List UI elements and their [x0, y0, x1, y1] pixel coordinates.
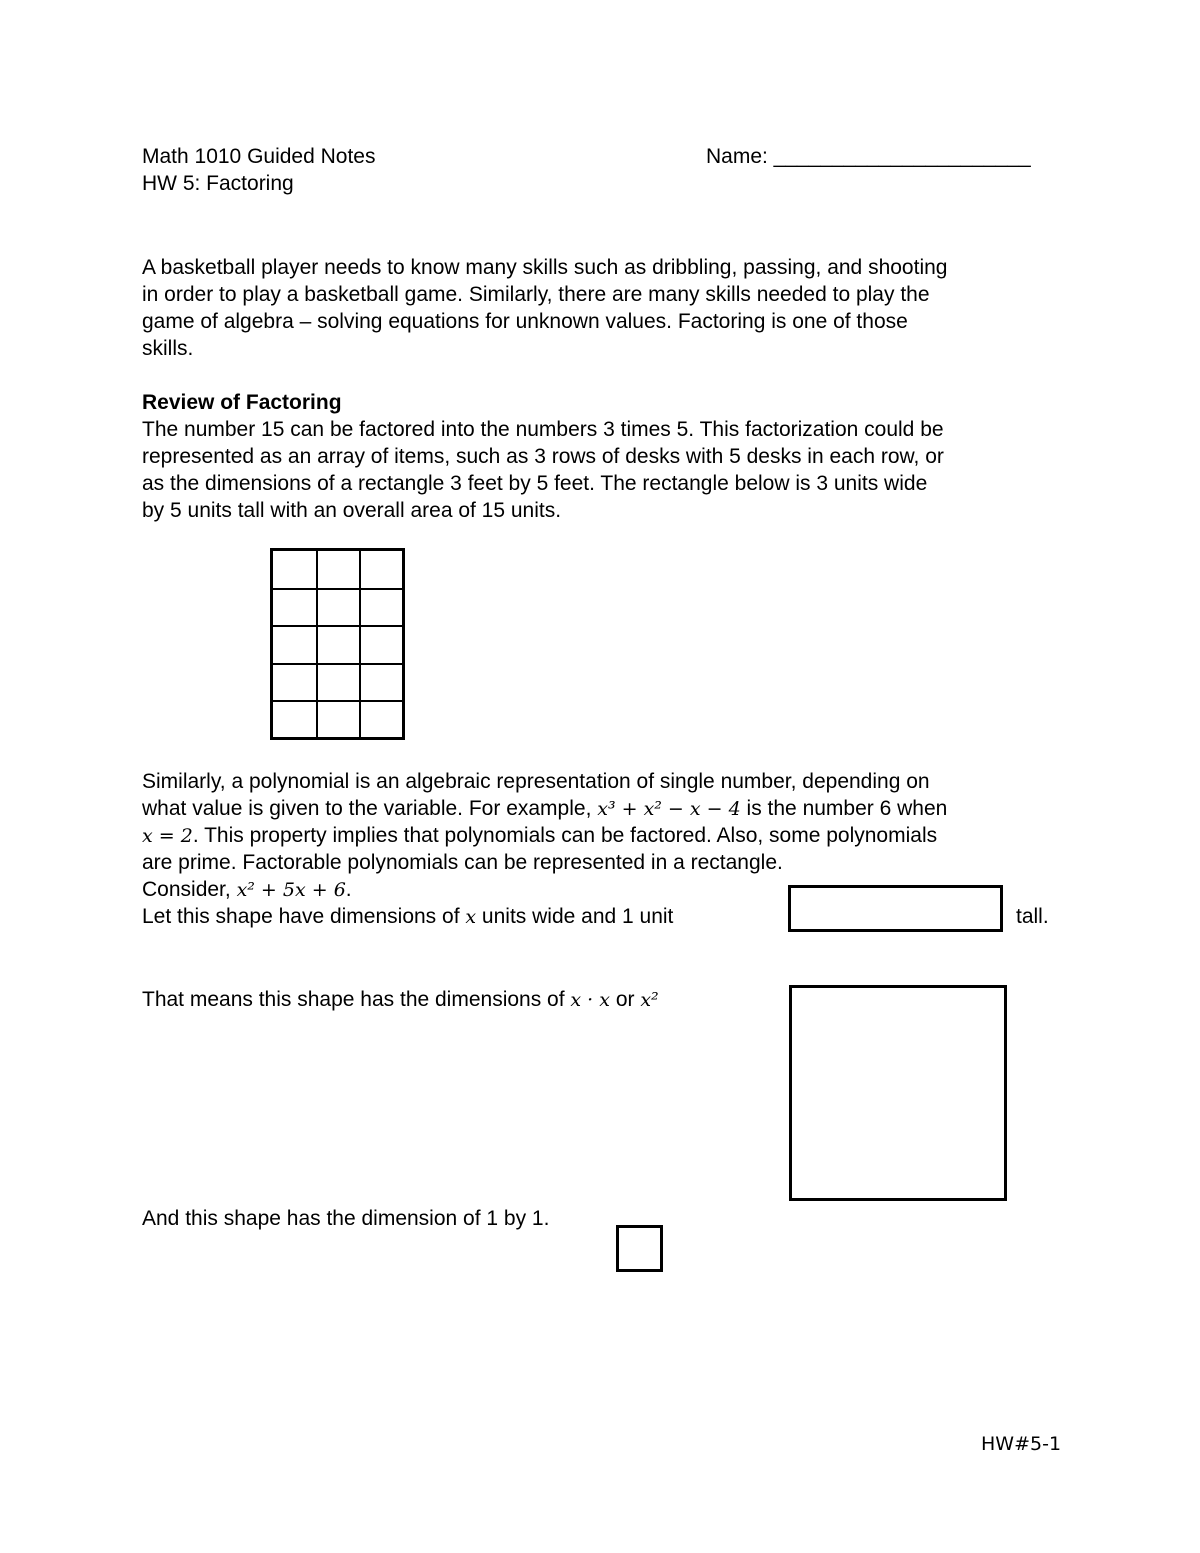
review-line: represented as an array of items, such as 3 rows of desks with 5 desks in each row, or	[142, 445, 944, 468]
poly-text: units wide and 1 unit	[476, 905, 674, 928]
intro-line: skills.	[142, 337, 194, 360]
math-expression: x² + 5x + 6	[236, 879, 346, 901]
poly-line: Similarly, a polynomial is an algebraic representation of single number, depending on	[142, 770, 930, 793]
page-number: HW#5-1	[981, 1433, 1062, 1455]
math-expression: x · x	[570, 989, 610, 1011]
poly-text: what value is given to the variable. For example,	[142, 797, 598, 820]
x-by-1-rectangle	[788, 885, 1003, 932]
poly-text: or	[609, 988, 641, 1011]
poly-text: That means this shape has the dimensions of	[142, 988, 571, 1011]
math-expression: x³ + x² − x − 4	[597, 798, 741, 820]
poly-line	[142, 795, 947, 823]
section-heading: Review of Factoring	[142, 391, 342, 414]
math-expression: x	[465, 906, 477, 928]
let-line	[142, 903, 673, 931]
intro-line: game of algebra – solving equations for unknown values. Factoring is one of those	[142, 310, 908, 333]
poly-text: . This property implies that polynomials can be factored. Also, some polynomials	[192, 824, 938, 847]
unit-line: And this shape has the dimension of 1 by 1.	[142, 1207, 550, 1230]
course-title: Math 1010 Guided Notes	[142, 145, 376, 168]
intro-paragraph	[142, 254, 947, 362]
grid-row-line	[273, 588, 402, 590]
tall-label: tall.	[1016, 905, 1049, 928]
factor-grid-3x5	[270, 548, 405, 740]
unit-square	[616, 1225, 663, 1272]
intro-line: A basketball player needs to know many skills such as dribbling, passing, and shooting	[142, 256, 948, 279]
poly-text: .	[345, 878, 352, 901]
review-line: as the dimensions of a rectangle 3 feet by 5 feet. The rectangle below is 3 units wide	[142, 472, 928, 495]
review-line: The number 15 can be factored into the numbers 3 times 5. This factorization could be	[142, 418, 944, 441]
grid-column-line	[316, 551, 318, 737]
review-line: by 5 units tall with an overall area of 15 units.	[142, 499, 562, 522]
grid-row-line	[273, 663, 402, 665]
assignment-title: HW 5: Factoring	[142, 172, 294, 195]
intro-line: in order to play a basketball game. Similarly, there are many skills needed to play the	[142, 283, 930, 306]
math-expression: x²	[640, 989, 659, 1011]
poly-text: Let this shape have dimensions of	[142, 905, 466, 928]
grid-row-line	[273, 700, 402, 702]
square-line	[142, 986, 659, 1014]
poly-line	[142, 822, 937, 850]
poly-text: Consider,	[142, 878, 237, 901]
consider-line	[142, 876, 352, 904]
math-expression: x = 2	[142, 825, 193, 847]
poly-line: are prime. Factorable polynomials can be represented in a rectangle.	[142, 851, 783, 874]
review-paragraph	[142, 416, 944, 524]
grid-row-line	[273, 625, 402, 627]
grid-column-line	[359, 551, 361, 737]
poly-text: is the number 6 when	[740, 797, 948, 820]
name-field[interactable]: Name: ______________________	[706, 145, 1031, 168]
x-by-x-square	[789, 985, 1007, 1201]
